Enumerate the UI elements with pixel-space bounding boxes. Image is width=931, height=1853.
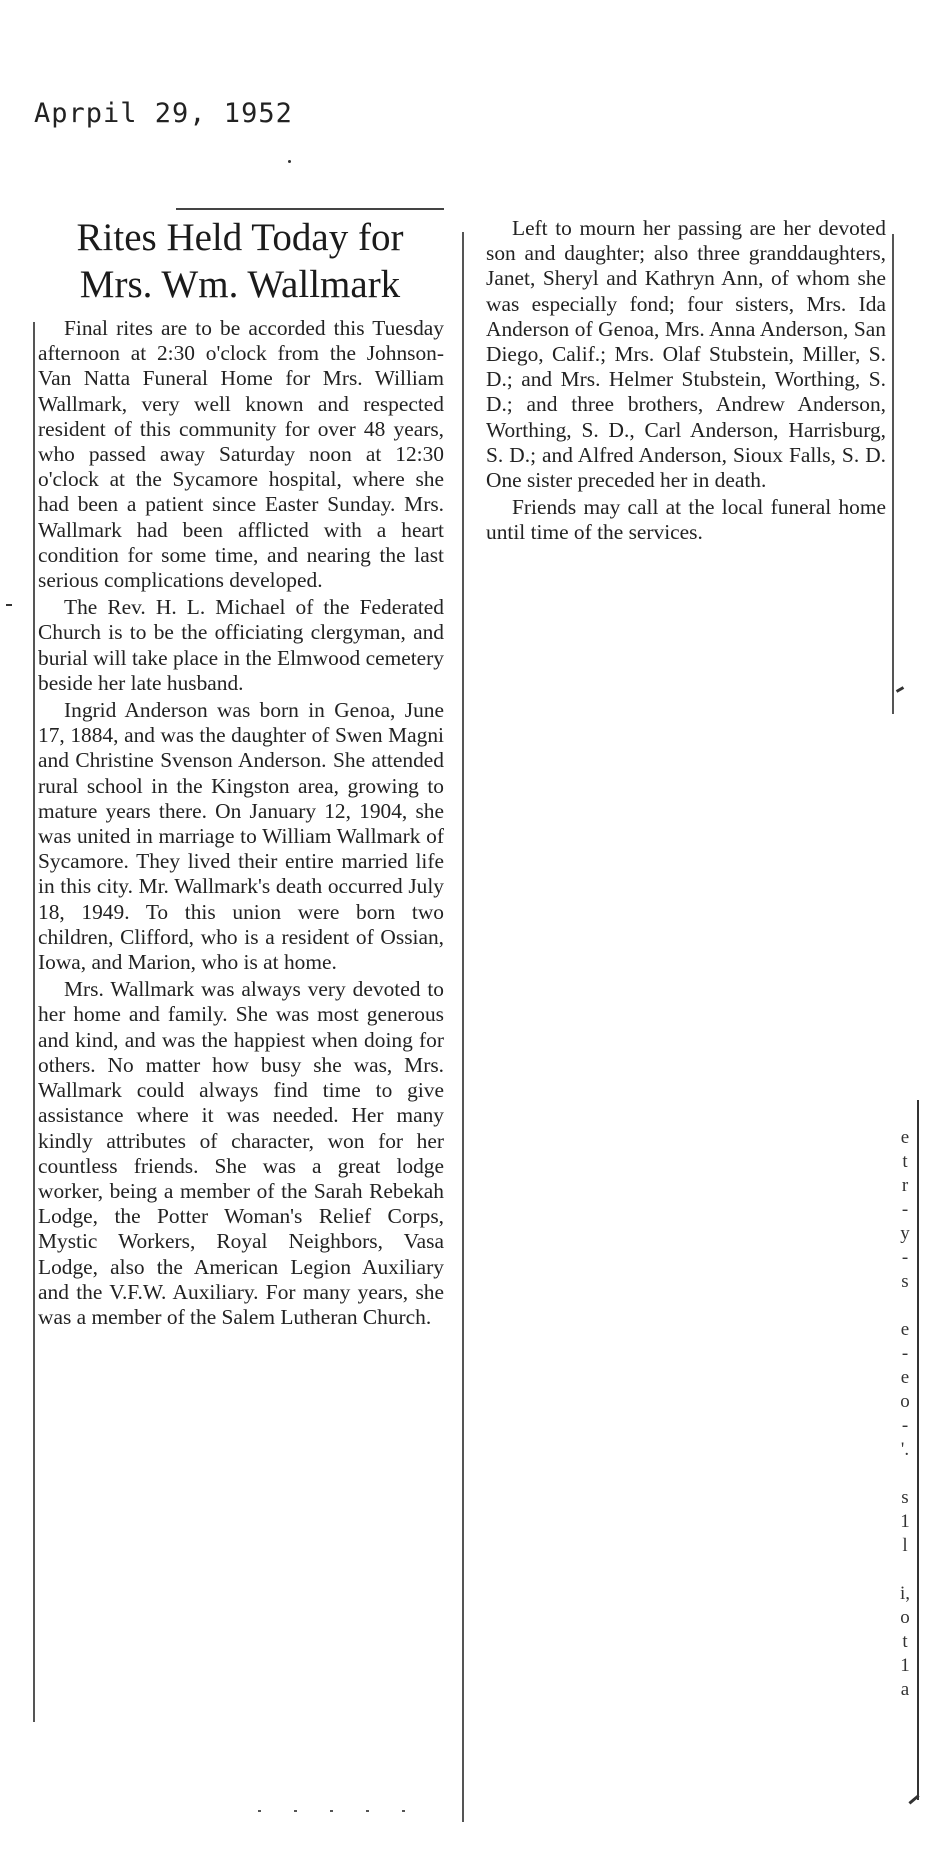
article-column-right	[486, 216, 886, 546]
margin-char: y	[900, 1223, 910, 1244]
margin-char	[895, 1462, 915, 1486]
article-paragraph: Friends may call at the local funeral home until time of the services.	[486, 495, 886, 545]
margin-char: -	[901, 1415, 909, 1436]
headline	[30, 214, 450, 308]
article-paragraph: Final rites are to be accorded this Tuesday afternoon at 2:30 o'clock from the Johnson-Van Natta Funeral Home for Mrs. William Wallmark, very well known and respected resident of this community for over 48 years, who passed away Saturday noon at 12:30 o'clock at the Sycamore hospital, where she had been a patient since Easter Sunday. Mrs. Wallmark had been afflicted with a heart condition for some time, and nearing the last serious complications developed.	[38, 316, 444, 593]
margin-char: o	[900, 1391, 910, 1412]
margin-char: -	[901, 1343, 909, 1364]
right-column-rule	[892, 234, 894, 714]
margin-char: r	[901, 1175, 909, 1196]
left-column-rule	[33, 322, 35, 1722]
article-column-left	[38, 316, 444, 1330]
edge-mark	[6, 604, 12, 606]
margin-char: t	[902, 1631, 908, 1652]
margin-char: -	[901, 1199, 909, 1220]
headline-line-1: Rites Held Today for	[76, 216, 404, 259]
print-speck	[288, 160, 291, 163]
margin-char: -	[901, 1247, 909, 1268]
margin-char: e	[900, 1319, 910, 1340]
margin-char: s	[901, 1271, 909, 1292]
article-paragraph: The Rev. H. L. Michael of the Federated Church is to be the officiating clergyman, and burial will take place in the Elmwood cemetery beside her late husband.	[38, 595, 444, 695]
margin-char: e	[900, 1127, 910, 1148]
margin-char: l	[902, 1535, 908, 1556]
date-line: Aprpil 29, 1952	[34, 98, 293, 129]
right-edge-rule	[917, 1100, 919, 1800]
edge-mark	[896, 686, 904, 693]
margin-char	[895, 1558, 915, 1582]
margin-char: '.	[900, 1439, 910, 1460]
margin-char: a	[900, 1679, 910, 1700]
margin-fragment	[895, 1126, 915, 1702]
article-paragraph: Mrs. Wallmark was always very devoted to her home and family. She was most generous and kind, and was the happiest when doing for others. No matter how busy she was, Mrs. Wallmark could always find time to give assistance where it was needed. Her many kindly attributes of character, won for her countless friends. She was a great lodge worker, being a member of the Sarah Rebekah Lodge, the Potter Woman's Relief Corps, Mystic Workers, Royal Neighbors, Vasa Lodge, also the American Legion Auxiliary and the V.F.W. Auxiliary. For many years, she was a member of the Salem Lutheran Church.	[38, 977, 444, 1329]
margin-char: o	[900, 1607, 910, 1628]
article-paragraph: Ingrid Anderson was born in Genoa, June 17, 1884, and was the daughter of Swen Magni and Christine Svenson Anderson. She attended rural school in the Kingston area, growing to mature years there. On January 12, 1904, she was united in marriage to William Wallmark of Sycamore. They lived their entire married life in this city. Mr. Wallmark's death occurred July 18, 1949. To this union were born two children, Clifford, who is a resident of Ossian, Iowa, and Marion, who is at home.	[38, 698, 444, 975]
bottom-dash-rule	[258, 1810, 438, 1812]
margin-char: 1	[900, 1511, 910, 1532]
center-column-rule	[462, 232, 464, 1822]
article-paragraph: Left to mourn her passing are her devoted son and daughter; also three granddaughters, Janet, Sheryl and Kathryn Ann, of whom she was especially fond; four sisters, Mrs. Ida Anderson of Genoa, Mrs. Anna Anderson, San Diego, Calif.; Mrs. Olaf Stubstein, Miller, S. D.; and Mrs. Helmer Stubstein, Worthing, S. D.; and three brothers, Andrew Anderson, Worthing, S. D., Carl Anderson, Harrisburg, S. D.; and Alfred Anderson, Sioux Falls, S. D. One sister preceded her in death.	[486, 216, 886, 493]
margin-char: 1	[900, 1655, 910, 1676]
margin-char	[895, 1294, 915, 1318]
headline-line-2: Mrs. Wm. Wallmark	[79, 263, 401, 306]
headline-rule	[176, 208, 444, 210]
margin-char: t	[902, 1151, 908, 1172]
margin-char: e	[900, 1367, 910, 1388]
margin-char: i,	[899, 1583, 911, 1604]
margin-char: s	[901, 1487, 909, 1508]
